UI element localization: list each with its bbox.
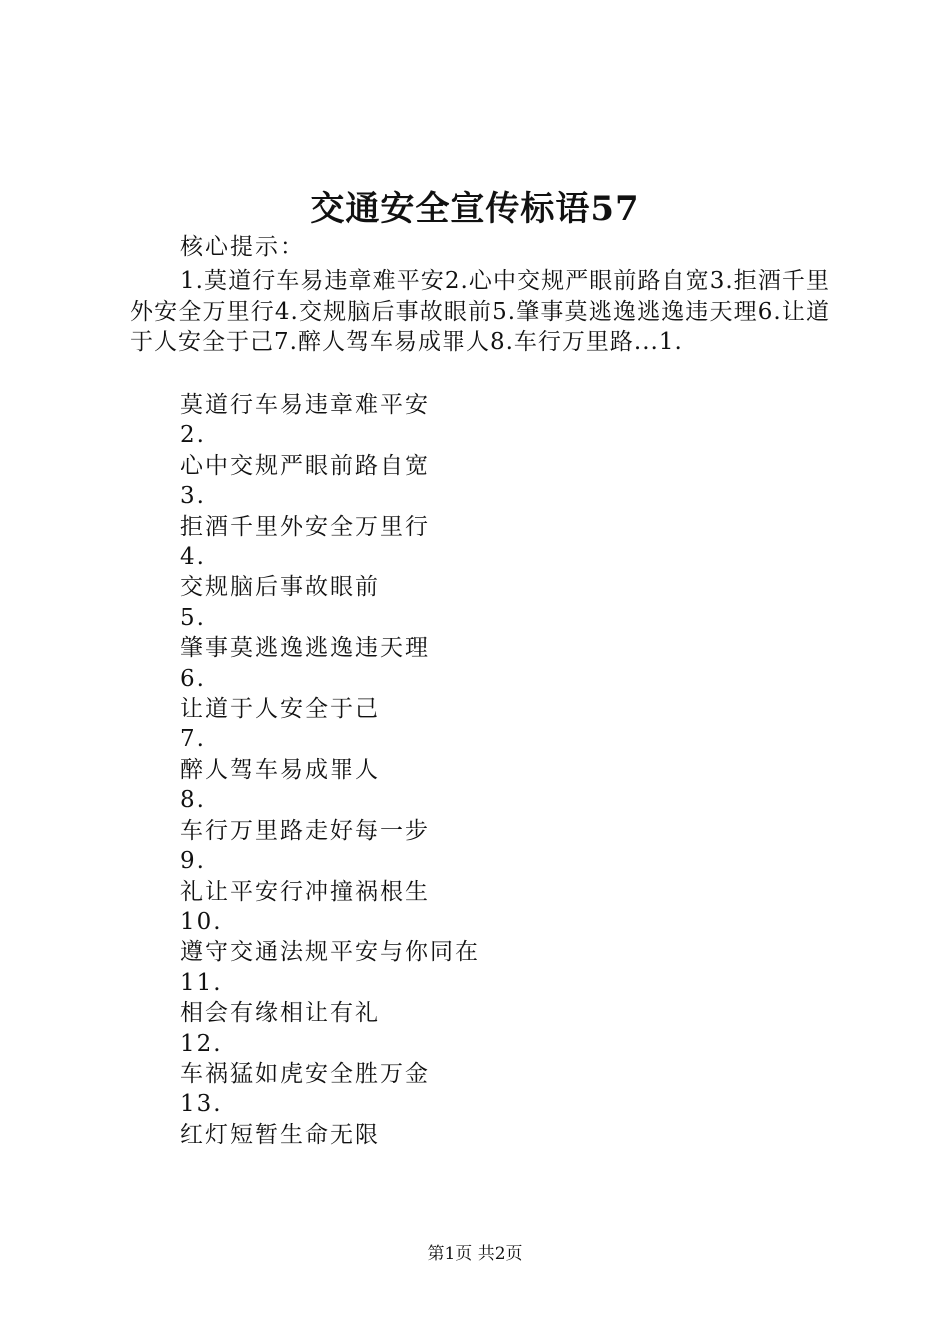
summary-paragraph: 1.莫道行车易违章难平安2.心中交规严眼前路自宽3.拒酒千里外安全万里行4.交规脑后事故眼前5.肇事莫逃逸逃逸违天理6.让道于人安全于己7.醉人驾车易成罪人8.车行万里路...1. <box>130 268 830 355</box>
slogan-list <box>180 390 480 1150</box>
document-title: 交通安全宣传标语57 <box>310 189 640 229</box>
slogan-text: 心中交规严眼前路自宽 <box>180 452 430 479</box>
slogan-text: 让道于人安全于己 <box>180 696 380 723</box>
slogan-number: 10. <box>180 908 223 935</box>
slogan-text: 遵守交通法规平安与你同在 <box>180 939 480 966</box>
slogan-number: 5. <box>180 604 206 631</box>
slogan-item <box>180 785 480 846</box>
slogan-text: 车行万里路走好每一步 <box>180 817 430 844</box>
slogan-item <box>180 724 480 785</box>
slogan-number: 12. <box>180 1030 223 1057</box>
slogan-number: 3. <box>180 483 206 510</box>
slogan-text: 车祸猛如虎安全胜万金 <box>180 1060 430 1087</box>
slogan-item <box>180 1029 480 1090</box>
slogan-text: 莫道行车易违章难平安 <box>180 392 430 418</box>
slogan-number: 8. <box>180 787 206 814</box>
page-footer: 第1页 共2页 <box>427 1244 523 1264</box>
slogan-number: 9. <box>180 848 206 875</box>
slogan-item <box>180 420 480 481</box>
slogan-item <box>180 542 480 603</box>
slogan-text: 红灯短暂生命无限 <box>180 1121 380 1148</box>
slogan-text: 肇事莫逃逸逃逸违天理 <box>180 635 430 662</box>
slogan-item <box>180 390 480 420</box>
slogan-number: 11. <box>180 969 223 996</box>
slogan-item <box>180 907 480 968</box>
slogan-text: 醉人驾车易成罪人 <box>180 756 380 783</box>
slogan-number: 4. <box>180 544 206 571</box>
slogan-item <box>180 968 480 1029</box>
slogan-text: 礼让平安行冲撞祸根生 <box>180 878 430 905</box>
slogan-number: 6. <box>180 665 206 692</box>
slogan-text: 相会有缘相让有礼 <box>180 1000 380 1027</box>
slogan-item <box>180 664 480 725</box>
slogan-text: 拒酒千里外安全万里行 <box>180 513 430 540</box>
slogan-item <box>180 1089 480 1150</box>
slogan-item <box>180 481 480 542</box>
slogan-number: 2. <box>180 422 206 449</box>
slogan-item <box>180 846 480 907</box>
slogan-number: 7. <box>180 726 206 753</box>
slogan-text: 交规脑后事故眼前 <box>180 574 380 601</box>
summary-label: 核心提示： <box>180 234 305 260</box>
slogan-item <box>180 603 480 664</box>
slogan-number: 13. <box>180 1091 223 1118</box>
